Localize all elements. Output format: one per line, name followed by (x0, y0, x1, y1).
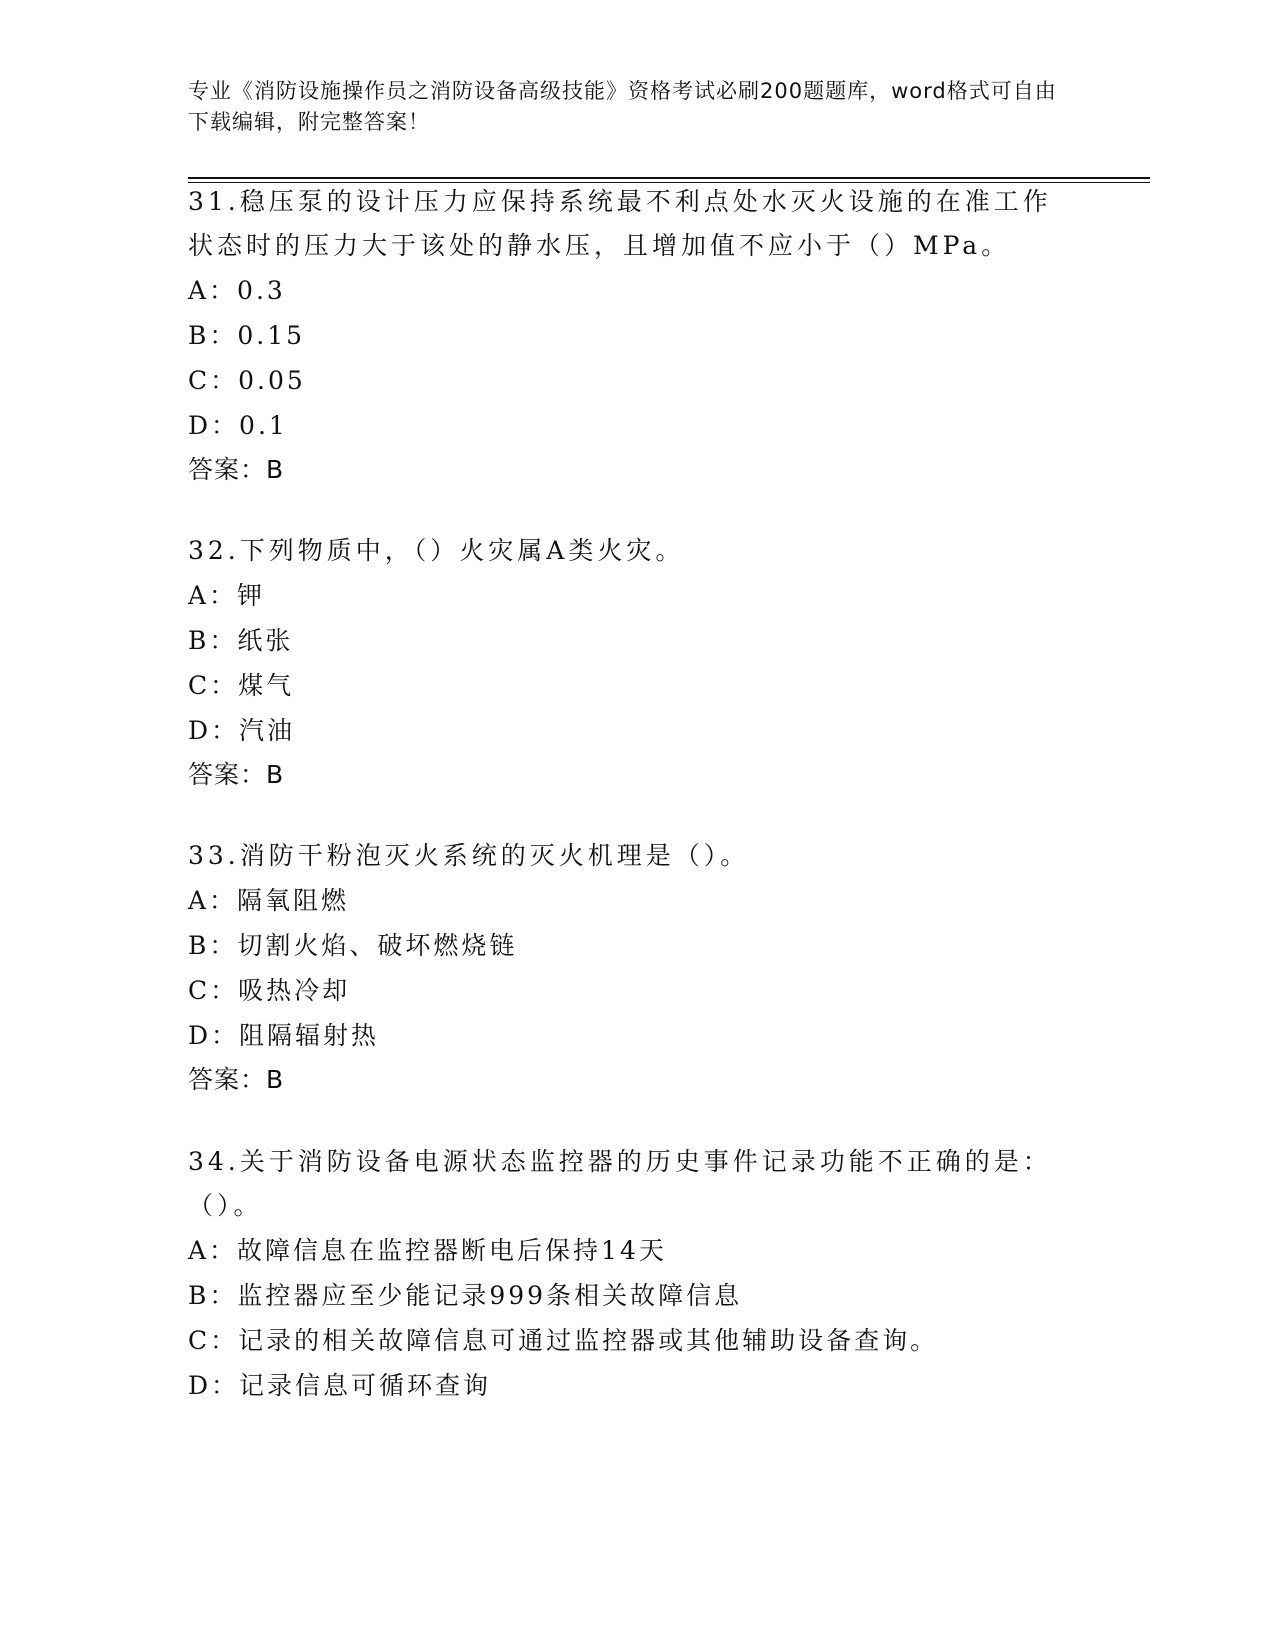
option-c: C：0.05 (188, 366, 306, 395)
option-a: A：隔氧阻燃 (188, 886, 350, 915)
header-divider-thick (188, 177, 1150, 179)
option-b: B：0.15 (188, 321, 306, 350)
option-c: C：煤气 (188, 671, 295, 700)
question-stem: 31.稳压泵的设计压力应保持系统最不利点处水灭火设施的在准工作状态时的压力大于该处的静水压，且增加值不应小于（）MPa。 (188, 187, 1052, 260)
answer: 答案：B (188, 760, 285, 789)
answer: 答案：B (188, 455, 285, 484)
option-a: A：故障信息在监控器断电后保持14天 (188, 1236, 667, 1265)
question-34 (188, 1140, 1068, 1408)
question-stem: 32.下列物质中，（）火灾属A类火灾。 (188, 536, 685, 565)
option-b: B：监控器应至少能记录999条相关故障信息 (188, 1281, 743, 1310)
option-d: D：阻隔辐射热 (188, 1021, 380, 1050)
option-a: A：钾 (188, 581, 266, 610)
option-c: C：记录的相关故障信息可通过监控器或其他辅助设备查询。 (188, 1326, 939, 1355)
option-d: D：汽油 (188, 716, 296, 745)
document-header: 专业《消防设施操作员之消防设备高级技能》资格考试必刷200题题库，word格式可自由下载编辑，附完整答案！ (188, 79, 1057, 134)
option-b: B：切割火焰、破坏燃烧链 (188, 931, 518, 960)
option-b: B：纸张 (188, 626, 294, 655)
option-d: D：记录信息可循环查询 (188, 1371, 492, 1400)
question-31 (188, 180, 1068, 492)
question-32 (188, 529, 1068, 797)
option-a: A：0.3 (188, 276, 286, 305)
question-stem: 34.关于消防设备电源状态监控器的历史事件记录功能不正确的是：（）。 (188, 1147, 1052, 1220)
question-33 (188, 834, 1068, 1102)
question-stem: 33.消防干粉泡灭火系统的灭火机理是（）。 (188, 841, 750, 870)
option-d: D：0.1 (188, 411, 288, 440)
option-c: C：吸热冷却 (188, 976, 351, 1005)
answer: 答案：B (188, 1065, 285, 1094)
